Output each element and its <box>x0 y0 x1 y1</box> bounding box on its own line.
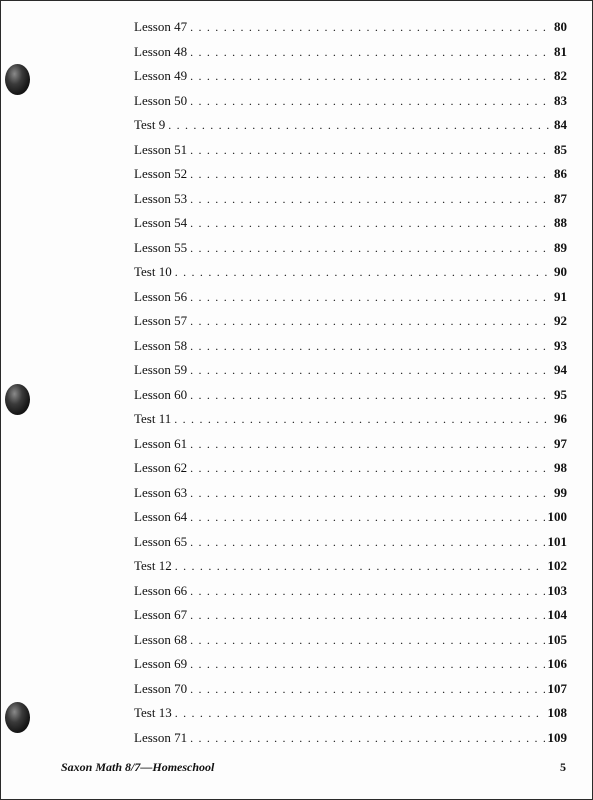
toc-entry-label: Test 12 <box>134 558 172 573</box>
toc-row <box>134 411 567 436</box>
dot-leader <box>175 706 545 721</box>
toc-entry-page-number: 101 <box>547 533 567 549</box>
dot-leader <box>190 657 544 672</box>
toc-row <box>134 44 567 69</box>
toc-row <box>134 338 567 363</box>
toc-entry-page-number: 97 <box>554 435 567 451</box>
toc-entry-label: Lesson 60 <box>134 386 188 402</box>
toc-entry-label: Lesson 56 <box>134 288 188 304</box>
dot-leader <box>190 314 551 329</box>
dot-leader <box>190 69 551 84</box>
toc-entry-label: Lesson 53 <box>134 190 188 206</box>
toc-row <box>134 142 567 167</box>
toc-entry-page-number: 105 <box>547 631 567 647</box>
dot-leader <box>190 510 544 525</box>
toc-entry-label: Lesson 57 <box>134 313 188 328</box>
toc-entry-label: Lesson 64 <box>134 509 188 524</box>
toc-entry-page-number: 106 <box>547 656 567 671</box>
toc-entry-page-number: 108 <box>547 705 567 720</box>
toc-entry-page-number: 87 <box>554 190 567 206</box>
toc-entry-page-number: 100 <box>547 509 567 524</box>
toc-entry-page-number: 107 <box>547 680 567 696</box>
toc-entry-label: Lesson 54 <box>134 215 188 230</box>
toc-row <box>134 485 567 510</box>
toc-row <box>134 583 567 608</box>
dot-leader <box>190 584 544 599</box>
toc-row <box>134 387 567 412</box>
toc-entry-label: Test 10 <box>134 264 172 279</box>
toc-entry-page-number: 99 <box>554 484 567 500</box>
toc-row <box>134 681 567 706</box>
toc-entry-label: Lesson 66 <box>134 582 188 598</box>
footer-page-number: 5 <box>560 760 566 774</box>
toc-row <box>134 730 567 755</box>
dot-leader <box>190 167 551 182</box>
toc-entry-label: Lesson 50 <box>134 92 188 108</box>
toc-row <box>134 289 567 314</box>
toc-row <box>134 607 567 632</box>
toc-row <box>134 436 567 461</box>
toc-entry-page-number: 81 <box>554 43 567 59</box>
dot-leader <box>190 94 551 109</box>
toc-entry-page-number: 98 <box>554 460 567 475</box>
toc-entry-page-number: 103 <box>547 582 567 598</box>
toc-entry-label: Test 9 <box>134 117 166 132</box>
dot-leader <box>190 388 551 403</box>
dot-leader <box>190 192 551 207</box>
footer-book-title: Saxon Math 8/7—Homeschool <box>61 760 215 774</box>
toc-row <box>134 460 567 485</box>
binder-hole-middle <box>5 384 30 415</box>
toc-entry-page-number: 91 <box>554 288 567 304</box>
table-of-contents <box>134 19 567 754</box>
toc-entry-label: Lesson 55 <box>134 239 188 255</box>
toc-entry-label: Lesson 62 <box>134 460 188 475</box>
dot-leader <box>190 216 551 231</box>
toc-entry-label: Lesson 59 <box>134 362 188 377</box>
dot-leader <box>190 45 551 60</box>
toc-entry-page-number: 86 <box>554 166 567 181</box>
dot-leader <box>190 461 551 476</box>
toc-entry-page-number: 89 <box>554 239 567 255</box>
toc-entry-page-number: 82 <box>554 68 567 83</box>
toc-row <box>134 191 567 216</box>
binder-hole-bottom <box>5 702 30 733</box>
dot-leader <box>190 363 551 378</box>
toc-row <box>134 632 567 657</box>
toc-row <box>134 558 567 583</box>
toc-entry-page-number: 96 <box>554 411 567 426</box>
toc-entry-label: Lesson 70 <box>134 680 188 696</box>
toc-entry-label: Lesson 71 <box>134 729 188 745</box>
toc-row <box>134 362 567 387</box>
toc-entry-label: Lesson 67 <box>134 607 188 622</box>
toc-entry-label: Lesson 47 <box>134 19 188 34</box>
toc-entry-label: Lesson 51 <box>134 141 188 157</box>
toc-row <box>134 117 567 142</box>
toc-row <box>134 19 567 44</box>
dot-leader <box>190 290 551 305</box>
toc-entry-page-number: 88 <box>554 215 567 230</box>
toc-row <box>134 93 567 118</box>
toc-entry-label: Lesson 68 <box>134 631 188 647</box>
toc-entry-label: Lesson 58 <box>134 337 188 353</box>
toc-entry-label: Test 11 <box>134 411 172 426</box>
toc-entry-page-number: 83 <box>554 92 567 108</box>
toc-entry-page-number: 102 <box>547 558 567 573</box>
toc-entry-page-number: 93 <box>554 337 567 353</box>
dot-leader <box>168 118 551 133</box>
toc-entry-label: Lesson 65 <box>134 533 188 549</box>
dot-leader <box>190 535 544 550</box>
dot-leader <box>190 608 544 623</box>
toc-row <box>134 656 567 681</box>
toc-entry-label: Lesson 63 <box>134 484 188 500</box>
toc-entry-page-number: 104 <box>547 607 567 622</box>
toc-entry-page-number: 92 <box>554 313 567 328</box>
toc-row <box>134 509 567 534</box>
toc-entry-page-number: 90 <box>554 264 567 279</box>
binder-hole-top <box>5 64 30 95</box>
dot-leader <box>175 265 551 280</box>
toc-row <box>134 534 567 559</box>
toc-row <box>134 264 567 289</box>
dot-leader <box>190 143 551 158</box>
toc-entry-label: Lesson 69 <box>134 656 188 671</box>
toc-row <box>134 215 567 240</box>
toc-row <box>134 68 567 93</box>
dot-leader <box>175 559 545 574</box>
dot-leader <box>190 682 544 697</box>
toc-entry-page-number: 85 <box>554 141 567 157</box>
toc-entry-label: Test 13 <box>134 705 172 720</box>
dot-leader <box>190 241 551 256</box>
toc-entry-page-number: 109 <box>547 729 567 745</box>
toc-entry-label: Lesson 61 <box>134 435 188 451</box>
toc-entry-page-number: 94 <box>554 362 567 377</box>
toc-entry-page-number: 80 <box>554 19 567 34</box>
toc-entry-label: Lesson 48 <box>134 43 188 59</box>
toc-row <box>134 240 567 265</box>
dot-leader <box>190 731 544 746</box>
dot-leader <box>190 437 551 452</box>
toc-row <box>134 166 567 191</box>
dot-leader <box>190 20 551 35</box>
toc-row <box>134 313 567 338</box>
dot-leader <box>190 339 551 354</box>
dot-leader <box>190 633 544 648</box>
toc-entry-page-number: 84 <box>554 117 567 132</box>
toc-entry-page-number: 95 <box>554 386 567 402</box>
toc-entry-label: Lesson 52 <box>134 166 188 181</box>
dot-leader <box>190 486 551 501</box>
dot-leader <box>174 412 551 427</box>
toc-row <box>134 705 567 730</box>
toc-entry-label: Lesson 49 <box>134 68 188 83</box>
